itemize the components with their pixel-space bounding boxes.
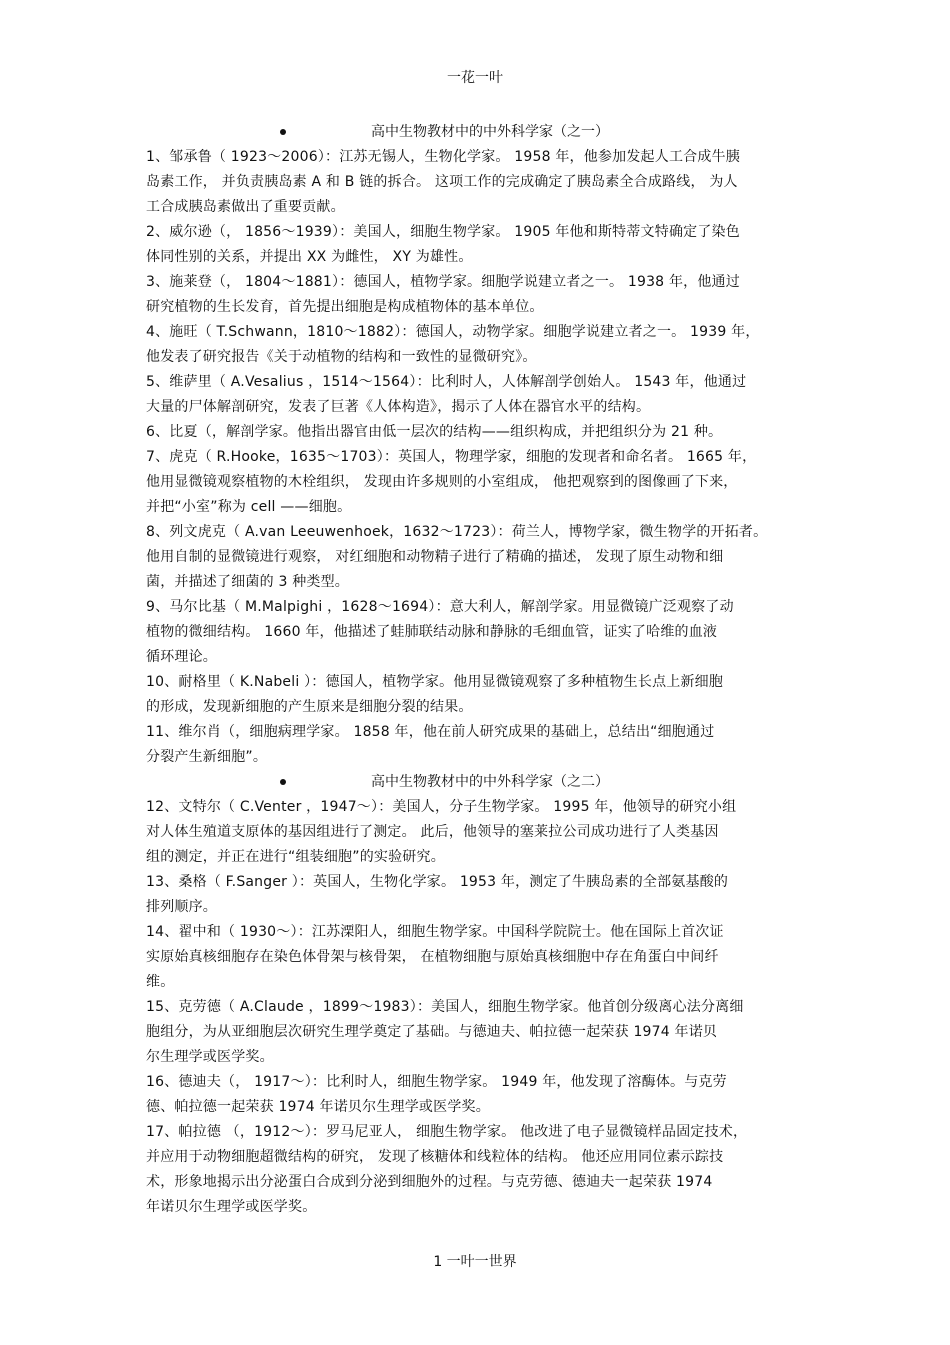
document-body [146, 120, 804, 1220]
entry-line: 维。 [146, 974, 175, 990]
scientist-entry [146, 145, 804, 220]
scientist-entry [146, 520, 804, 595]
entry-line: 植物的微细结构。 1660 年，他描述了蛙肺联结动脉和静脉的毛细血管，证实了哈维的血液 [146, 624, 718, 640]
entry-line: 他用显微镜观察植物的木栓组织， 发现由许多规则的小室组成， 他把观察到的图像画了下来， [146, 474, 738, 490]
entry-line: 胞组分，为从亚细胞层次研究生理学奠定了基础。与德迪夫、帕拉德一起荣获 1974 年诺贝 [146, 1024, 718, 1040]
scientist-entry [146, 370, 804, 420]
entry-line: 5、维萨里（ A.Vesalius ，1514～1564）：比利时人，人体解剖学创始人。 1543 年，他通过 [146, 374, 747, 390]
bullet-icon [280, 779, 286, 785]
scientist-entry [146, 1070, 804, 1120]
scientist-entry [146, 1120, 804, 1220]
entry-line: 14、翟中和（ 1930～）：江苏溧阳人，细胞生物学家。中国科学院院士。他在国际上首次证 [146, 924, 724, 940]
entry-line: 的形成，发现新细胞的产生原来是细胞分裂的结果。 [146, 699, 473, 715]
entry-line: 他用自制的显微镜进行观察， 对红细胞和动物精子进行了精确的描述， 发现了原生动物和细 [146, 549, 724, 565]
entry-line: 并把“小室”称为 cell ——细胞。 [146, 499, 352, 515]
entry-line: 菌，并描述了细菌的 3 种类型。 [146, 574, 350, 590]
section-title [146, 120, 804, 145]
scientist-entry [146, 720, 804, 770]
entry-line: 17、帕拉德 （，1912～）：罗马尼亚人， 细胞生物学家。 他改进了电子显微镜样品固定技术， [146, 1124, 748, 1140]
entry-line: 3、施莱登（， 1804～1881）：德国人，植物学家。细胞学说建立者之一。 1938 年，他通过 [146, 274, 740, 290]
entry-line: 10、耐格里（ K.Nabeli ）：德国人，植物学家。他用显微镜观察了多种植物生长点上新细胞 [146, 674, 724, 690]
entry-line: 体同性别的关系，并提出 XX 为雌性， XY 为雄性。 [146, 249, 473, 265]
entry-line: 他发表了研究报告《关于动植物的结构和一致性的显微研究》。 [146, 349, 537, 365]
section-title-text: 高中生物教材中的中外科学家（之一） [371, 124, 609, 140]
page-footer: 1 一叶一世界 [433, 1254, 517, 1270]
scientist-entry [146, 595, 804, 670]
scientist-entry [146, 995, 804, 1070]
entry-line: 年诺贝尔生理学或医学奖。 [146, 1199, 317, 1215]
scientist-entry [146, 670, 804, 720]
entry-line: 岛素工作， 并负责胰岛素 A 和 B 链的拆合。 这项工作的完成确定了胰岛素全合成路线， 为人 [146, 174, 738, 190]
entry-line: 11、维尔肖（，细胞病理学家。 1858 年，他在前人研究成果的基础上，总结出“细胞通过 [146, 724, 715, 740]
entry-line: 12、文特尔（ C.Venter ，1947～）：美国人，分子生物学家。 1995 年，他领导的研究小组 [146, 799, 737, 815]
section-title [146, 770, 804, 795]
entry-line: 循环理论。 [146, 649, 217, 665]
entry-line: 研究植物的生长发育，首先提出细胞是构成植物体的基本单位。 [146, 299, 544, 315]
entry-line: 尔生理学或医学奖。 [146, 1049, 274, 1065]
entry-line: 大量的尸体解剖研究，发表了巨著《人体构造》，揭示了人体在器官水平的结构。 [146, 399, 651, 415]
entry-line: 分裂产生新细胞”。 [146, 749, 268, 765]
scientist-entry [146, 270, 804, 320]
entry-line: 15、克劳德（ A.Claude ，1899～1983）：美国人，细胞生物学家。他首创分级离心法分离细 [146, 999, 744, 1015]
entry-line: 4、施旺（ T.Schwann，1810～1882）：德国人，动物学家。细胞学说建立者之一。 1939 年， [146, 324, 760, 340]
entry-line: 德、帕拉德一起荣获 1974 年诺贝尔生理学或医学奖。 [146, 1099, 490, 1115]
scientist-entry [146, 795, 804, 870]
entry-line: 8、列文虎克（ A.van Leeuwenhoek，1632～1723）：荷兰人，博物学家，微生物学的开拓者。 [146, 524, 768, 540]
entry-line: 排列顺序。 [146, 899, 217, 915]
entry-line: 9、马尔比基（ M.Malpighi ，1628～1694）：意大利人，解剖学家。用显微镜广泛观察了动 [146, 599, 734, 615]
entry-line: 工合成胰岛素做出了重要贡献。 [146, 199, 345, 215]
entry-line: 组的测定，并正在进行“组装细胞”的实验研究。 [146, 849, 445, 865]
entry-line: 16、德迪夫（， 1917～）：比利时人，细胞生物学家。 1949 年，他发现了溶酶体。与克劳 [146, 1074, 727, 1090]
bullet-icon [280, 129, 286, 135]
entry-line: 6、比夏（，解剖学家。他指出器官由低一层次的结构——组织构成，并把组织分为 21 种。 [146, 424, 723, 440]
entry-line: 13、桑格（ F.Sanger ）：英国人，生物化学家。 1953 年，测定了牛胰岛素的全部氨基酸的 [146, 874, 729, 890]
scientist-entry [146, 420, 804, 445]
scientist-entry [146, 445, 804, 520]
entry-line: 术，形象地揭示出分泌蛋白合成到分泌到细胞外的过程。与克劳德、德迪夫一起荣获 1974 [146, 1174, 713, 1190]
scientist-entry [146, 320, 804, 370]
entry-line: 2、威尔逊（， 1856～1939）：美国人，细胞生物学家。 1905 年他和斯特蒂文特确定了染色 [146, 224, 740, 240]
entry-line: 7、虎克（ R.Hooke，1635～1703）：英国人，物理学家，细胞的发现者和命名者。 1665 年， [146, 449, 757, 465]
entry-line: 1、邹承鲁（ 1923～2006）：江苏无锡人，生物化学家。 1958 年，他参加发起人工合成牛胰 [146, 149, 740, 165]
scientist-entry [146, 920, 804, 995]
entry-line: 实原始真核细胞存在染色体骨架与核骨架， 在植物细胞与原始真核细胞中存在角蛋白中间纤 [146, 949, 719, 965]
page-header: 一花一叶 [447, 70, 503, 86]
scientist-entry [146, 220, 804, 270]
entry-line: 对人体生殖道支原体的基因组进行了测定。 此后，他领导的塞莱拉公司成功进行了人类基因 [146, 824, 719, 840]
entry-line: 并应用于动物细胞超微结构的研究， 发现了核糖体和线粒体的结构。 他还应用同位素示踪技 [146, 1149, 724, 1165]
section-title-text: 高中生物教材中的中外科学家（之二） [371, 774, 609, 790]
scientist-entry [146, 870, 804, 920]
